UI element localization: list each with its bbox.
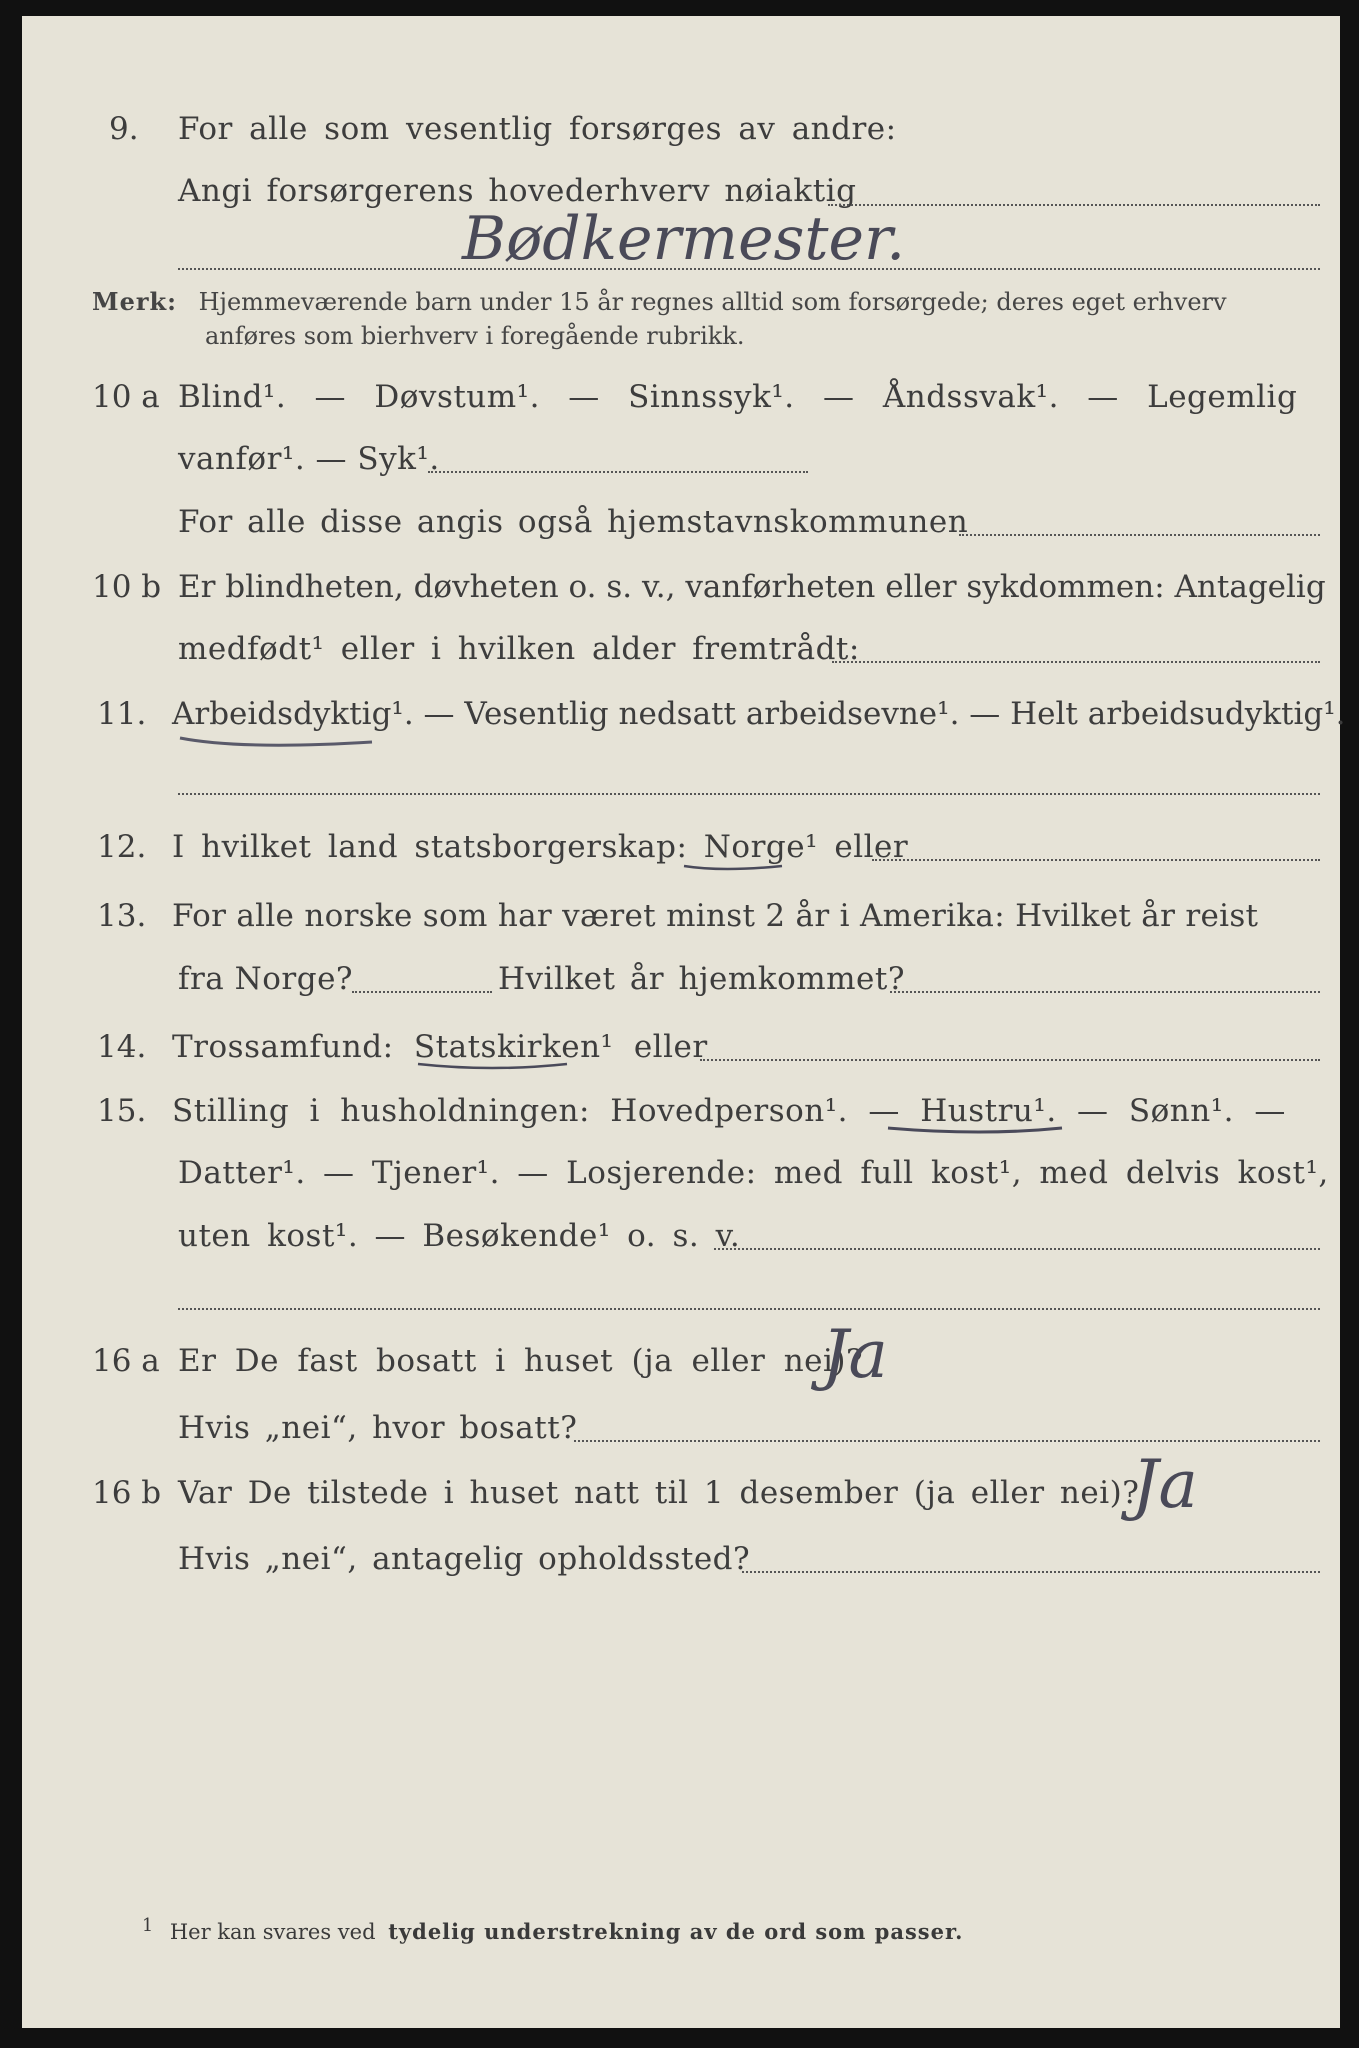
q9-number: 9. (109, 111, 139, 147)
q14-answer-line (700, 1059, 1320, 1061)
q12-line1: I hvilket land statsborgerskap: Norge¹ eller (172, 829, 909, 865)
q9-handwritten-answer: Bødkermester. (462, 204, 906, 274)
q16b-number: 16 b (92, 1475, 162, 1511)
q16b-line1: Var De tilstede i huset natt til 1 desember (ja eller nei)? (178, 1475, 1140, 1511)
pencil-underline-marks (22, 16, 1340, 2028)
q10b-answer-line (832, 661, 1320, 663)
underline-arbeidsdyktig (180, 738, 372, 745)
q16b-handwritten-answer: Ja (1132, 1446, 1198, 1523)
q12-number: 12. (97, 829, 147, 865)
merk-line2: anføres som bierhverv i foregående rubrikk. (205, 322, 745, 350)
footnote (142, 1916, 963, 1944)
q15-line1: Stilling i husholdningen: Hovedperson¹. — Hustru¹. — Sønn¹. — (172, 1093, 1286, 1129)
q10b-number: 10 b (92, 569, 162, 605)
q13-line2a: fra Norge? (178, 961, 354, 997)
q10a-hjemstavn-line (959, 534, 1320, 536)
q16a-line1: Er De fast bosatt i huset (ja eller nei)? (178, 1343, 864, 1379)
q13-line2b: Hvilket år hjemkommet? (498, 961, 905, 997)
footnote-text-bold: tydelig understrekning av de ord som passer. (388, 1919, 964, 1944)
footnote-text-plain: Her kan svares ved (169, 1920, 376, 1944)
q11-answer-line (178, 793, 1320, 795)
q15-answer-line-2 (178, 1308, 1320, 1310)
footnote-mark: 1 (142, 1916, 154, 1936)
q16b-line2: Hvis „nei“, antagelig opholdssted? (178, 1541, 751, 1577)
q10a-line3: For alle disse angis også hjemstavnskommunen (178, 504, 969, 540)
q15-answer-line (714, 1248, 1320, 1250)
q14-number: 14. (97, 1029, 147, 1065)
q10a-number: 10 a (92, 379, 160, 415)
merk-label: Merk: (92, 287, 177, 316)
q13-line1: For alle norske som har været minst 2 år i Amerika: Hvilket år reist (172, 898, 1259, 934)
q10a-answer-line (428, 471, 808, 473)
q15-line3: uten kost¹. — Besøkende¹ o. s. v. (178, 1218, 741, 1254)
q12-answer-line (872, 859, 1320, 861)
q10a-line2: vanfør¹. — Syk¹. (178, 441, 440, 477)
q16a-number: 16 a (92, 1343, 160, 1379)
q11-line1: Arbeidsdyktig¹. — Vesentlig nedsatt arbeidsevne¹. — Helt arbeidsudyktig¹. (172, 696, 1346, 732)
q10b-line2: medfødt¹ eller i hvilken alder fremtrådt: (178, 631, 860, 667)
merk-line1: Hjemmeværende barn under 15 år regnes alltid som forsørgede; deres eget erhverv (198, 288, 1227, 316)
q16b-answer-line (742, 1571, 1320, 1573)
q15-line2: Datter¹. — Tjener¹. — Losjerende: med full kost¹, med delvis kost¹, (178, 1155, 1329, 1191)
q13-hjemkommet-line (890, 991, 1320, 993)
q14-line1: Trossamfund: Statskirken¹ eller (172, 1029, 708, 1065)
q9-line2: Angi forsørgerens hovederhverv nøiaktig (178, 173, 857, 209)
q16a-line2: Hvis „nei“, hvor bosatt? (178, 1410, 578, 1446)
q9-line1: For alle som vesentlig forsørges av andre: (178, 111, 897, 147)
q15-number: 15. (97, 1093, 147, 1129)
underline-norge (684, 866, 782, 869)
q11-number: 11. (97, 696, 147, 732)
q10a-line1: Blind¹. — Døvstum¹. — Sinnssyk¹. — Åndssvak¹. — Legemlig (178, 379, 1298, 415)
merk-note (92, 288, 1227, 317)
q10b-line1: Er blindheten, døvheten o. s. v., vanførheten eller sykdommen: Antagelig (178, 569, 1326, 605)
census-form-page (22, 16, 1346, 2028)
q16a-handwritten-answer: Ja (822, 1316, 888, 1393)
q13-number: 13. (97, 898, 147, 934)
q16a-answer-line (574, 1440, 1320, 1442)
q13-reist-line (352, 991, 492, 993)
